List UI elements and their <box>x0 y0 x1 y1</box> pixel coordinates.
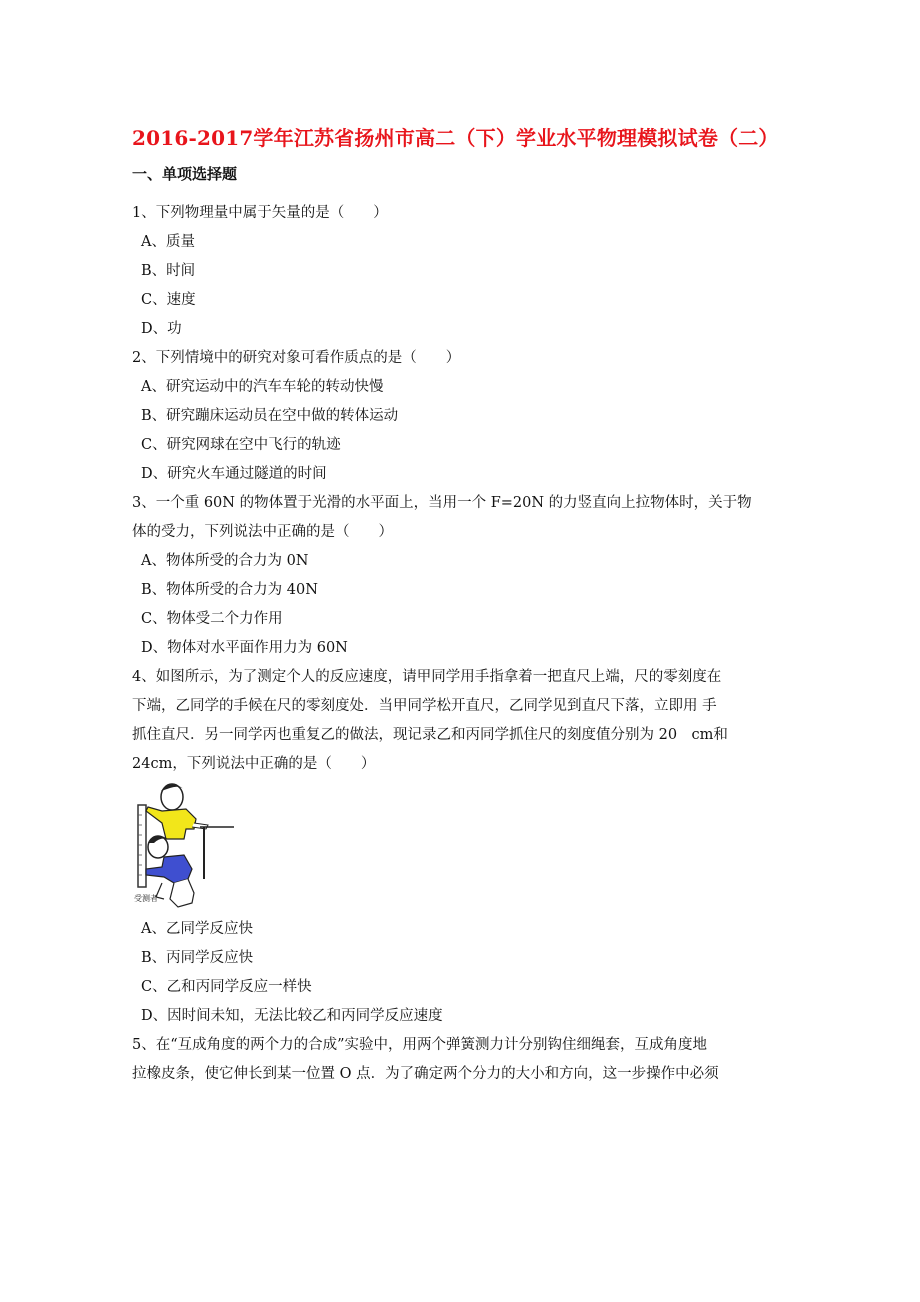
question-text: 下端，乙同学的手候在尺的零刻度处．当甲同学松开直尺，乙同学见到直尺下落，立即用 手 <box>132 698 717 714</box>
option-b: B、物体所受的合力为 40N <box>141 582 318 598</box>
option-d: D、物体对水平面作用力为 60N <box>141 640 348 656</box>
document-title: 2016-2017学年江苏省扬州市高二（下）学业水平物理模拟试卷（二） <box>132 126 779 150</box>
question-text: 4、如图所示，为了测定个人的反应速度，请甲同学用手指拿着一把直尺上端，尺的零刻度在 <box>132 669 722 685</box>
option-c: C、研究网球在空中飞行的轨迹 <box>141 437 341 453</box>
question-text: 抓住直尺．另一同学丙也重复乙的做法，现记录乙和丙同学抓住尺的刻度值分别为 20 cm和 <box>132 727 728 743</box>
option-a: A、物体所受的合力为 0N <box>141 553 309 569</box>
question-5 <box>132 1031 792 1089</box>
question-text: 2、下列情境中的研究对象可看作质点的是（ ） <box>132 350 461 366</box>
figure-label: 受测者 <box>134 894 158 903</box>
option-a: A、质量 <box>141 234 195 250</box>
option-c: C、速度 <box>141 292 196 308</box>
question-text: 体的受力，下列说法中正确的是（ ） <box>132 524 393 540</box>
question-1 <box>132 199 792 344</box>
reaction-test-figure <box>134 779 792 915</box>
question-text: 3、一个重 60N 的物体置于光滑的水平面上，当用一个 F=20N 的力竖直向上拉物体时，关于物 <box>132 495 752 511</box>
question-2 <box>132 344 792 489</box>
option-b: B、时间 <box>141 263 196 279</box>
option-c: C、物体受二个力作用 <box>141 611 283 627</box>
option-a: A、乙同学反应快 <box>141 921 253 937</box>
question-4 <box>132 663 792 1031</box>
section-heading: 一、单项选择题 <box>132 165 238 183</box>
option-a: A、研究运动中的汽车车轮的转动快慢 <box>141 379 384 395</box>
question-text: 1、下列物理量中属于矢量的是（ ） <box>132 205 388 221</box>
option-b: B、研究蹦床运动员在空中做的转体运动 <box>141 408 399 424</box>
question-text: 24cm，下列说法中正确的是（ ） <box>132 756 376 772</box>
option-c: C、乙和丙同学反应一样快 <box>141 979 312 995</box>
question-text: 拉橡皮条，使它伸长到某一位置 O 点．为了确定两个分力的大小和方向，这一步操作中必须 <box>132 1066 719 1082</box>
option-d: D、功 <box>141 321 182 337</box>
option-d: D、因时间未知，无法比较乙和丙同学反应速度 <box>141 1008 443 1024</box>
option-b: B、丙同学反应快 <box>141 950 254 966</box>
question-list <box>132 199 792 1089</box>
question-text: 5、在“互成角度的两个力的合成”实验中，用两个弹簧测力计分别钩住细绳套，互成角度地 <box>132 1037 708 1053</box>
option-d: D、研究火车通过隧道的时间 <box>141 466 327 482</box>
question-3 <box>132 489 792 663</box>
